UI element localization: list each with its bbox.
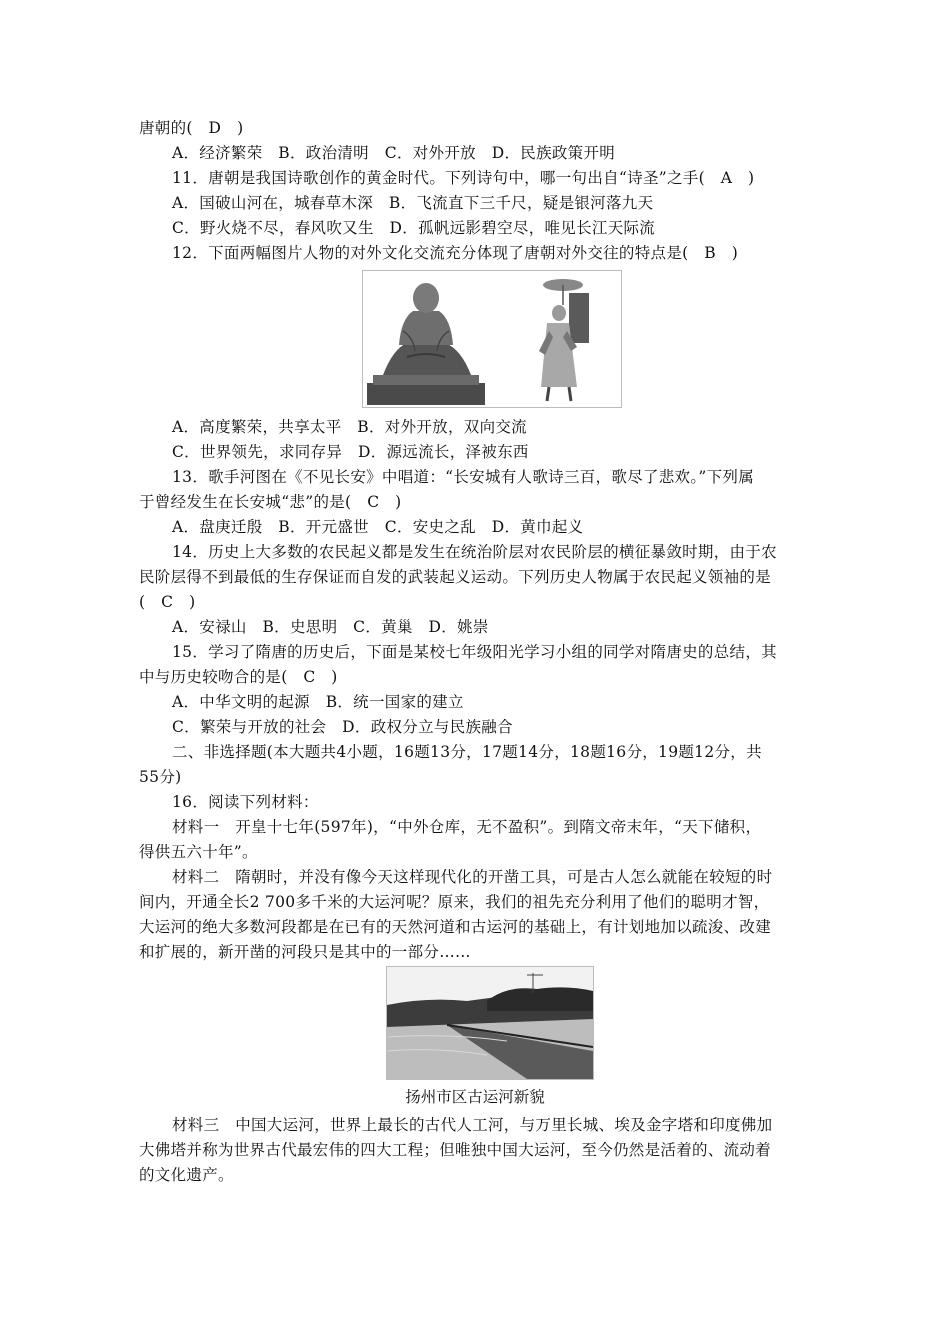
text-line: 15．学习了隋唐的历史后，下面是某校七年级阳光学习小组的同学对隋唐史的总结，其 — [172, 643, 777, 661]
text-line: 12．下面两幅图片人物的对外文化交流充分体现了唐朝对外交往的特点是( B ) — [172, 244, 739, 262]
text-line: C．野火烧不尽，春风吹又生 D．孤帆远影碧空尽，唯见长江天际流 — [172, 219, 656, 237]
text-line: 得供五六十年”。 — [139, 843, 258, 861]
text-line: 民阶层得不到最低的生存保证而自发的武装起义运动。下列历史人物属于农民起义领袖的是 — [139, 568, 772, 586]
statue-base-top — [373, 375, 479, 385]
monk-backpack — [569, 293, 589, 343]
text-line: 13．歌手河图在《不见长安》中唱道：“长安城有人歌诗三百，歌尽了悲欢。”下列属 — [172, 468, 755, 486]
text-line: 间内，开通全长2 700多千米的大运河呢？原来，我们的祖先充分利用了他们的聪明才智， — [139, 893, 770, 911]
text-line: 的文化遗产。 — [139, 1166, 234, 1184]
text-line: A．国破山河在，城春草木深 B．飞流直下三千尺，疑是银河落九天 — [172, 194, 654, 212]
text-line: 二、非选择题(本大题共4小题，16题13分，17题14分，18题16分，19题12分，共 — [172, 743, 762, 761]
statue-head — [413, 283, 439, 313]
text-line: 于曾经发生在长安城“悲”的是( C ) — [139, 493, 402, 511]
text-line: A．经济繁荣 B．政治清明 C．对外开放 D．民族政策开明 — [172, 144, 616, 162]
text-line: 55分) — [139, 768, 182, 786]
text-line: 材料三 中国大运河，世界上最长的古代人工河，与万里长城、埃及金字塔和印度佛加 — [172, 1116, 773, 1134]
text-line: 中与历史较吻合的是( C ) — [139, 668, 338, 686]
text-line: A．高度繁荣，共享太平 B．对外开放，双向交流 — [172, 418, 527, 436]
text-line: 大佛塔并称为世界古代最宏伟的四大工程；但唯独中国大运河，至今仍然是活着的、流动着 — [139, 1141, 772, 1159]
text-line: 14．历史上大多数的农民起义都是发生在统治阶层对农民阶层的横征暴敛时期，由于农 — [172, 543, 777, 561]
monk-head — [552, 305, 566, 321]
text-line: A．安禄山 B．史思明 C．黄巢 D．姚崇 — [172, 618, 489, 636]
text-line: C．世界领先，求同存异 D．源远流长，泽被东西 — [172, 443, 529, 461]
text-line: A．中华文明的起源 B．统一国家的建立 — [172, 693, 464, 711]
statue-base — [367, 383, 485, 405]
text-line: 唐朝的( D ) — [139, 119, 244, 137]
statue-lap — [383, 343, 471, 375]
text-line: 11．唐朝是我国诗歌创作的黄金时代。下列诗句中，哪一句出自“诗圣”之手( A ) — [172, 169, 755, 187]
text-line: 材料一 开皇十七年(597年)，“中外仓库，无不盈积”。到隋文帝末年，“天下储积， — [172, 818, 762, 836]
figure-canal-photo — [386, 966, 594, 1080]
text-line: C．繁荣与开放的社会 D．政权分立与民族融合 — [172, 718, 513, 736]
statue-torso — [399, 311, 453, 345]
text-line: 材料二 隋朝时，并没有像今天这样现代化的开凿工具，可是古人怎么就能在较短的时 — [172, 868, 773, 886]
text-line: ( C ) — [139, 593, 196, 611]
text-line: 16．阅读下列材料： — [172, 793, 319, 811]
text-line: 和扩展的，新开凿的河段只是其中的一部分…… — [139, 943, 471, 961]
figure-illustration — [363, 271, 621, 407]
canal-photo-illustration — [387, 967, 593, 1079]
text-line: A．盘庚迁殷 B．开元盛世 C．安史之乱 D．黄巾起义 — [172, 518, 584, 536]
figure-cultural-exchange — [362, 270, 622, 408]
figure-caption: 扬州市区古运河新貌 — [405, 1088, 545, 1106]
text-line: 大运河的绝大多数河段都是在已有的天然河道和古运河的基础上，有计划地加以疏浚、改建 — [139, 918, 772, 936]
